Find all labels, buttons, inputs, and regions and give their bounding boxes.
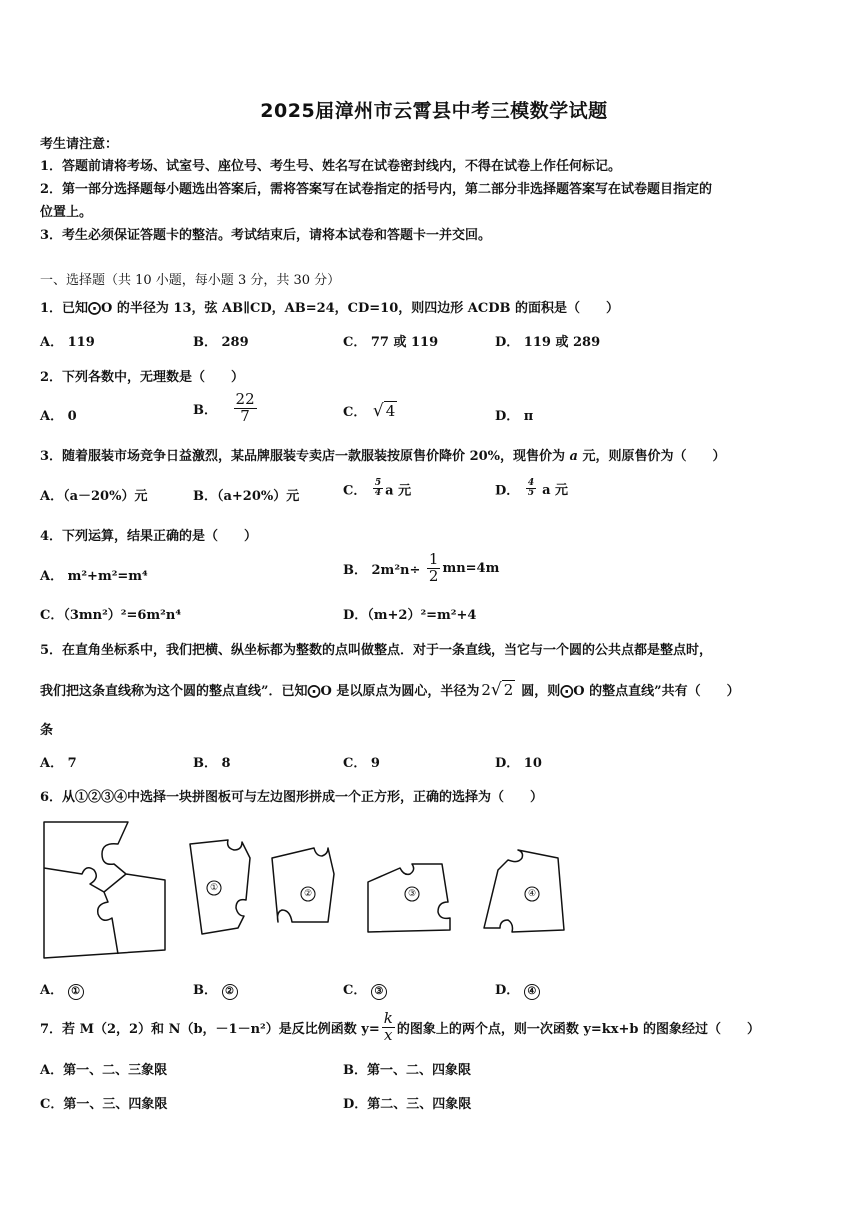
q1-option-d[interactable]: D． 119 或 289 xyxy=(495,335,601,350)
q6-option-d[interactable] xyxy=(495,979,540,1000)
stem-part: 我们把这条直线称为这个圆的整点直线”．已知⨀O 是以原点为圆心，半径为 xyxy=(40,684,480,699)
q3-option-d-fraction xyxy=(526,479,536,499)
q2-option-b-label: B． xyxy=(193,402,217,418)
q2-option-d[interactable]: D． π xyxy=(495,409,534,424)
fraction-denominator: 2 xyxy=(428,566,439,585)
circled-number: ③ xyxy=(371,984,387,1000)
q2-option-c[interactable] xyxy=(343,401,397,421)
stem-part: 7．若 M（2，2）和 N（b，－1－n²）是反比例函数 y= xyxy=(40,1021,380,1037)
q5-option-b[interactable]: B． 8 xyxy=(193,756,231,771)
circled-number: ④ xyxy=(524,984,540,1000)
stem-variable: a xyxy=(569,449,578,464)
notice-heading: 考生请注意： xyxy=(40,137,119,152)
question-5-line-3: 条 xyxy=(40,723,54,738)
fraction-denominator: 4 xyxy=(374,488,382,499)
notice-item: 3．考生必须保证答题卡的整洁。考试结束后，请将本试卷和答题卡一并交回。 xyxy=(40,228,492,243)
q2-option-c-label: C． xyxy=(343,405,367,420)
option-letter: C． xyxy=(343,983,367,998)
option-letter: D． xyxy=(495,983,520,998)
fraction-numerator: 5 xyxy=(374,478,382,488)
q1-option-a[interactable]: A． 119 xyxy=(40,335,95,350)
question-5-line-1: 5．在直角坐标系中，我们把横、纵坐标都为整数的点叫做整点．对于一条直线，当它与一个圆的公共点都是整点时， xyxy=(40,643,713,658)
q7-option-c[interactable]: C．第一、三、四象限 xyxy=(40,1097,168,1112)
question-3-stem xyxy=(40,445,726,464)
puzzle-piece-4-shape xyxy=(484,850,564,932)
function-fraction xyxy=(382,1011,395,1044)
q2-option-b-fraction xyxy=(234,392,257,425)
notice-item: 2．第一部分选择题每小题选出答案后，需将答案写在试卷指定的括号内，第二部分非选择题答案写在试卷题目指定的 xyxy=(40,182,713,197)
q4-option-a[interactable]: A． m²+m²=m⁴ xyxy=(40,569,148,584)
puzzle-left-cut-3 xyxy=(98,892,118,954)
stem-part: 圆，则⨀O 的整点直线”共有（ ） xyxy=(521,684,740,699)
q3-option-a[interactable]: A．（a－20%）元 xyxy=(40,489,148,504)
circled-number: ① xyxy=(68,984,84,1000)
q3-option-c-fraction xyxy=(373,479,383,499)
section-heading: 一、选择题（共 10 小题，每小题 3 分，共 30 分） xyxy=(40,273,341,288)
q6-option-c[interactable] xyxy=(343,979,387,1000)
q5-option-a[interactable]: A． 7 xyxy=(40,756,77,771)
sqrt-symbol: √ 4 xyxy=(372,401,396,421)
fraction-denominator: 7 xyxy=(240,406,250,425)
fraction-numerator: 22 xyxy=(235,390,255,408)
puzzle-piece-4-label: ④ xyxy=(528,889,537,899)
question-2-stem: 2．下列各数中，无理数是（ ） xyxy=(40,370,245,385)
q4-option-d[interactable]: D．（m+2）²=m²+4 xyxy=(343,608,477,623)
question-7-stem xyxy=(40,1011,760,1044)
q6-option-b[interactable] xyxy=(193,979,238,1000)
q4-option-b-pre: B． 2m²n÷ xyxy=(343,562,421,578)
option-letter: B． xyxy=(193,983,217,998)
stem-part: 元，则原售价为（ ） xyxy=(577,449,726,464)
puzzle-piece-3-label: ③ xyxy=(408,889,417,899)
q2-option-a[interactable]: A． 0 xyxy=(40,409,77,424)
q4-option-c[interactable]: C．（3mn²）²=6m²n⁴ xyxy=(40,608,182,623)
q5-option-c[interactable]: C． 9 xyxy=(343,756,380,771)
q7-option-d[interactable]: D．第二、三、四象限 xyxy=(343,1097,472,1112)
question-5-line-2 xyxy=(40,680,740,700)
q2-option-b[interactable] xyxy=(193,392,259,425)
question-1-stem: 1．已知⨀O 的半径为 13，弦 AB∥CD，AB=24，CD=10，则四边形 ACDB 的面积是（ ） xyxy=(40,301,620,316)
puzzle-left-shape xyxy=(44,822,165,958)
page-title: 2025届漳州市云霄县中考三模数学试题 xyxy=(260,100,608,122)
stem-part: 3．随着服装市场竞争日益激烈，某品牌服装专卖店一款服装按原售价降价 20%，现售价为 xyxy=(40,449,570,464)
q3-option-d[interactable] xyxy=(495,479,568,499)
fraction-denominator: 5 xyxy=(527,488,535,499)
q1-option-c[interactable]: C． 77 或 119 xyxy=(343,335,439,350)
question-6-stem: 6．从①②③④中选择一块拼图板可与左边图形拼成一个正方形，正确的选择为（ ） xyxy=(40,790,544,805)
q3-option-b[interactable]: B．（a+20%）元 xyxy=(193,489,300,504)
q3-option-c-tail: a 元 xyxy=(385,483,412,499)
fraction-numerator: 4 xyxy=(527,478,535,488)
stem-part: 的图象上的两个点，则一次函数 y=kx+b 的图象经过（ ） xyxy=(396,1021,761,1037)
q3-option-d-tail: a 元 xyxy=(542,483,569,499)
q3-option-d-label: D． xyxy=(495,483,520,499)
radius-coefficient: 2 xyxy=(481,681,491,699)
notice-item: 1．答题前请将考场、试室号、座位号、考生号、姓名写在试卷密封线内，不得在试卷上作任何标记。 xyxy=(40,159,622,174)
puzzle-piece-1-shape xyxy=(190,840,250,934)
radicand: 2 xyxy=(503,681,514,699)
circled-number: ② xyxy=(222,984,238,1000)
q7-option-b[interactable]: B．第一、二、四象限 xyxy=(343,1063,471,1078)
fraction-numerator: 1 xyxy=(428,550,439,568)
q4-option-b-fraction xyxy=(427,552,441,585)
notice-item: 位置上。 xyxy=(40,205,93,220)
q1-option-b[interactable]: B． 289 xyxy=(193,335,249,350)
puzzle-left-cut-1 xyxy=(44,868,104,892)
puzzle-piece-1-label: ① xyxy=(210,883,219,893)
q4-option-b-post: mn=4m xyxy=(442,560,500,576)
radicand: 4 xyxy=(385,402,396,420)
q4-option-b[interactable] xyxy=(343,552,499,585)
q5-option-d[interactable]: D． 10 xyxy=(495,756,542,771)
fraction-denominator: x xyxy=(384,1025,393,1044)
q6-option-a[interactable] xyxy=(40,979,84,1000)
question-4-stem: 4．下列运算，结果正确的是（ ） xyxy=(40,529,258,544)
q3-option-c-label: C． xyxy=(343,483,367,499)
puzzle-piece-2-shape xyxy=(272,848,334,922)
sqrt-symbol: √ 2 xyxy=(490,680,514,700)
puzzle-left-cut-2 xyxy=(104,874,126,892)
puzzle-piece-2-label: ② xyxy=(304,889,313,899)
fraction-numerator: k xyxy=(383,1009,393,1027)
option-letter: A． xyxy=(40,983,64,998)
q3-option-c[interactable] xyxy=(343,479,411,499)
q7-option-a[interactable]: A．第一、二、三象限 xyxy=(40,1063,168,1078)
